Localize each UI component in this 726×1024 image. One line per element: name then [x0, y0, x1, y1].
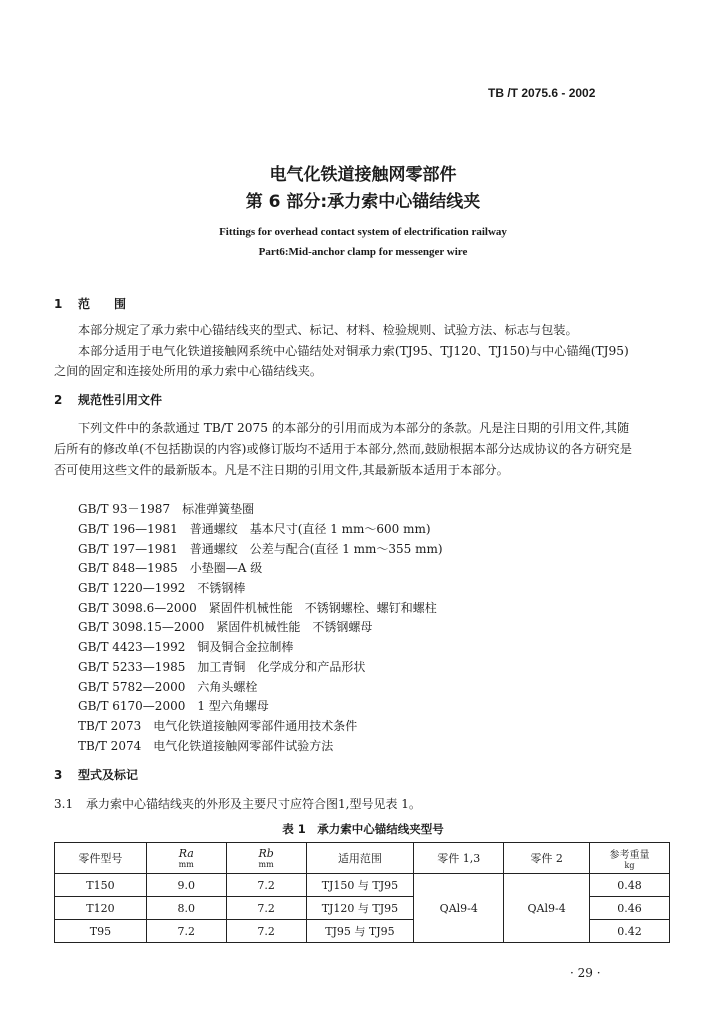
reference-item: GB/T 3098.15—2000 紧固件机械性能 不锈钢螺母 [78, 620, 373, 634]
cell-range: TJ120 与 TJ95 [306, 897, 414, 920]
cell-ra: 8.0 [146, 897, 226, 920]
cell-material-part2: QAl9-4 [504, 874, 590, 943]
cell-rb: 7.2 [226, 874, 306, 897]
reference-item: GB/T 196—1981 普通螺纹 基本尺寸(直径 1 mm～600 mm) [78, 522, 431, 536]
header-ra [146, 843, 226, 874]
section-2-number: 2 [54, 393, 63, 407]
header-weight [590, 843, 670, 874]
section-2-title: 规范性引用文件 [78, 393, 163, 407]
cell-range: TJ95 与 TJ95 [306, 920, 414, 943]
section-3-title: 型式及标记 [78, 768, 139, 782]
header-part2: 零件 2 [504, 843, 590, 874]
section-3-heading [54, 766, 138, 783]
cell-weight: 0.48 [590, 874, 670, 897]
section-1-heading [54, 295, 126, 312]
reference-item: GB/T 4423—1992 铜及铜合金拉制棒 [78, 640, 294, 654]
header-rb-unit: mm [258, 860, 274, 869]
cell-model: T120 [55, 897, 147, 920]
header-ra-symbol: Ra [178, 847, 194, 860]
cell-weight: 0.42 [590, 920, 670, 943]
header-weight-label: 参考重量 [609, 850, 650, 861]
header-model: 零件型号 [55, 843, 147, 874]
section-1-paragraph-1: 本部分规定了承力索中心锚结线夹的型式、标记、材料、检验规则、试验方法、标志与包装。 [78, 323, 578, 337]
cell-rb: 7.2 [226, 897, 306, 920]
document-title: 电气化铁道接触网零部件 [269, 165, 457, 185]
standard-number: TB /T 2075.6 - 2002 [488, 86, 596, 100]
table-row [55, 874, 670, 897]
table-caption: 表 1 承力索中心锚结线夹型号 [282, 822, 444, 836]
header-rb-symbol: Rb [258, 847, 274, 860]
header-ra-unit: mm [178, 860, 194, 869]
reference-item: TB/T 2073 电气化铁道接触网零部件通用技术条件 [78, 719, 358, 733]
reference-item: GB/T 93－1987 标准弹簧垫圈 [78, 502, 255, 516]
section-1-title: 范 围 [78, 297, 127, 311]
english-title-line1: Fittings for overhead contact system of electrification railway [219, 226, 507, 238]
reference-item: GB/T 848—1985 小垫圈—A 级 [78, 561, 263, 575]
reference-item: GB/T 5782—2000 六角头螺栓 [78, 680, 258, 694]
document-subtitle: 第 6 部分:承力索中心锚结线夹 [245, 192, 481, 212]
table-header-row [55, 843, 670, 874]
section-1-number: 1 [54, 297, 63, 311]
header-weight-unit: kg [624, 861, 635, 870]
reference-item: GB/T 6170—2000 1 型六角螺母 [78, 699, 269, 713]
cell-model: T95 [55, 920, 147, 943]
reference-item: GB/T 5233—1985 加工青铜 化学成分和产品形状 [78, 660, 366, 674]
cell-model: T150 [55, 874, 147, 897]
section-1-paragraph-2: 本部分适用于电气化铁道接触网系统中心锚结处对铜承力索(TJ95、TJ120、TJ150)与中心锚绳(TJ95)之间的固定和连接处所用的承力索中心锚结线夹。 [54, 344, 629, 378]
clause-3-1 [54, 795, 421, 812]
cell-material-part13: QAl9-4 [414, 874, 504, 943]
model-table [54, 842, 670, 943]
section-2-paragraph: 下列文件中的条款通过 TB/T 2075 的本部分的引用而成为本部分的条款。凡是注日期的引用文件,其随后所有的修改单(不包括勘误的内容)或修订版均不适用于本部分,然而,鼓励根据本部分达成协议的各方研究是否可使用这些文件的最新版本。凡是不注日期的引用文件,其最新版本适用于本部分。 [54, 421, 632, 477]
cell-range: TJ150 与 TJ95 [306, 874, 414, 897]
cell-weight: 0.46 [590, 897, 670, 920]
english-title-line2: Part6:Mid-anchor clamp for messenger wire [258, 246, 468, 258]
section-3-number: 3 [54, 768, 63, 782]
cell-rb: 7.2 [226, 920, 306, 943]
reference-item: GB/T 197—1981 普通螺纹 公差与配合(直径 1 mm～355 mm) [78, 542, 443, 556]
header-range: 适用范围 [306, 843, 414, 874]
header-part13: 零件 1,3 [414, 843, 504, 874]
header-rb [226, 843, 306, 874]
clause-3-1-number: 3.1 [54, 797, 74, 811]
reference-item: GB/T 3098.6—2000 紧固件机械性能 不锈钢螺栓、螺钉和螺柱 [78, 601, 437, 615]
clause-3-1-text: 承力索中心锚结线夹的外形及主要尺寸应符合图1,型号见表 1。 [86, 797, 421, 811]
reference-item: GB/T 1220—1992 不锈钢棒 [78, 581, 246, 595]
reference-item: TB/T 2074 电气化铁道接触网零部件试验方法 [78, 739, 334, 753]
cell-ra: 7.2 [146, 920, 226, 943]
section-2-heading [54, 391, 162, 408]
cell-ra: 9.0 [146, 874, 226, 897]
page-number: · 29 · [570, 966, 601, 980]
